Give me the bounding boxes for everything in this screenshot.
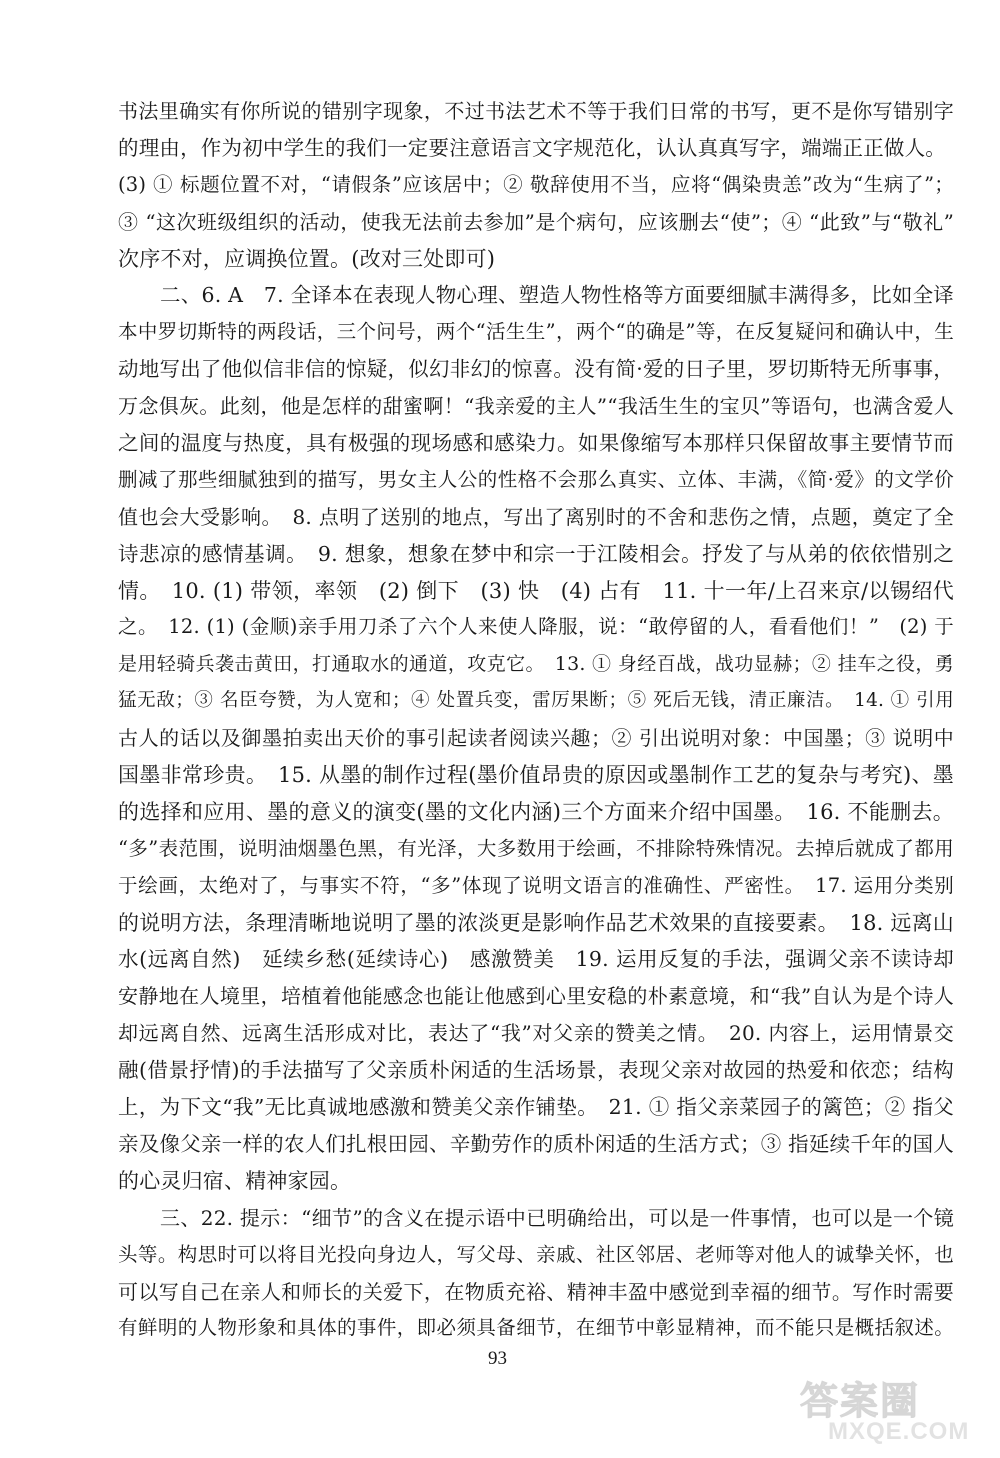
text-line: 诗悲凉的感情基调。 9. 想象，想象在梦中和宗一于江陵相会。抒发了与从弟的依依惜别之 [118, 541, 954, 566]
text-line: 本中罗切斯特的两段话，三个问号，两个“活生生”，两个“的确是”等，在反复疑问和确认中，生 [118, 320, 954, 344]
page-number: 93 [488, 1348, 507, 1369]
text-line: 动地写出了他似信非信的惊疑，似幻非幻的惊喜。没有简·爱的日子里，罗切斯特无所事事， [118, 357, 954, 382]
text-line: 可以写自己在亲人和师长的关爱下，在物质充裕、精神丰盈中感觉到幸福的细节。写作时需要 [118, 1279, 954, 1304]
text-line: 是用轻骑兵袭击黄田，打通取水的通道，攻克它。 13. ① 身经百战，战功显赫；② 挂车之役，勇 [118, 653, 954, 676]
text-line: 头等。构思时可以将目光投向身边人，写父母、亲戚、社区邻居、老师等对他人的诚挚关怀，也 [118, 1242, 954, 1266]
text-line: 古人的话以及御墨拍卖出天价的事引起读者阅读兴趣；② 引出说明对象：中国墨；③ 说明中 [118, 726, 954, 751]
text-line: 于绘画，太绝对了，与事实不符，“多”体现了说明文语言的准确性、严密性。 17. 运用分类别 [118, 873, 954, 897]
answer-text-block [118, 93, 954, 1347]
text-line: 万念俱灰。此刻，他是怎样的甜蜜啊！“我亲爱的主人”“我活生生的宝贝”等语句，也满含爱人 [118, 394, 954, 419]
text-line: 上，为下文“我”无比真诚地感激和赞美父亲作铺垫。 21. ① 指父亲菜园子的篱笆；② 指父 [118, 1095, 954, 1120]
text-line: 融(借景抒情)的手法描写了父亲质朴闲适的生活场景，表现父亲对故园的热爱和依恋；结构 [118, 1058, 954, 1083]
text-line: 国墨非常珍贵。 15. 从墨的制作过程(墨价值昂贵的原因或墨制作工艺的复杂与考究)、墨 [118, 763, 954, 788]
text-line: 值也会大受影响。 8. 点明了送别的地点，写出了离别时的不舍和悲伤之情，点题，奠定了全 [118, 504, 954, 529]
watermark-glyphs: 答案圈 [800, 1379, 921, 1423]
text-line: 的理由，作为初中学生的我们一定要注意语言文字规范化，认认真真写字，端端正正做人。 [118, 135, 946, 160]
text-line: 之间的温度与热度，具有极强的现场感和感染力。如果像缩写本那样只保留故事主要情节而 [118, 431, 954, 456]
text-line: 之。 12. (1) (金顺)亲手用刀杀了六个人来使人降服，说：“敢停留的人，看看他们！” (2) 于 [118, 615, 954, 639]
text-line: 的心灵归宿、精神家园。 [118, 1168, 352, 1193]
text-line: 安静地在人境里，培植着他能感念也能让他感到心里安稳的朴素意境，和“我”自认为是个诗人 [118, 984, 954, 1009]
text-line: 二、6. A 7. 全译本在表现人物心理、塑造人物性格等方面要细腻丰满得多，比如全译 [160, 283, 954, 308]
text-line: (3) ① 标题位置不对，“请假条”应该居中；② 敬辞使用不当，应将“偶染贵恙”改为“生病了”； [118, 172, 954, 196]
text-line: 猛无敌；③ 名臣夸赞，为人宽和；④ 处置兵变，雷厉果断；⑤ 死后无钱，清正廉洁。 14. ① 引用 [118, 690, 954, 712]
text-line: 却远离自然、远离生活形成对比，表达了“我”对父亲的赞美之情。 20. 内容上，运用情景交 [118, 1021, 954, 1046]
text-line: 亲及像父亲一样的农人们扎根田园、辛勤劳作的质朴闲适的生活方式；③ 指延续千年的国人 [118, 1131, 954, 1156]
text-line: 三、22. 提示：“细节”的含义在提示语中已明确给出，可以是一件事情，也可以是一个镜 [160, 1205, 954, 1230]
watermark-logo [794, 1370, 990, 1450]
text-line: “多”表范围，说明油烟墨色黑，有光泽，大多数用于绘画，不排除特殊情况。去掉后就成了都用 [118, 836, 954, 860]
text-line: 删减了那些细腻独到的描写，男女主人公的性格不会那么真实、立体、丰满，《简·爱》的文学价 [118, 467, 954, 491]
text-line: 的选择和应用、墨的意义的演变(墨的文化内涵)三个方面来介绍中国墨。 16. 不能删去。 [118, 799, 954, 824]
text-line: 情。 10. (1) 带领，率领 (2) 倒下 (3) 快 (4) 占有 11. 十一年/上召来京/以锡绍代 [118, 578, 954, 603]
watermark-url: MXQE.COM [828, 1418, 970, 1445]
text-line: 次序不对，应调换位置。(改对三处即可) [118, 246, 496, 271]
text-line: 有鲜明的人物形象和具体的事件，即必须具备细节，在细节中彰显精神，而不能只是概括叙述。 [118, 1316, 954, 1340]
text-line: 水(远离自然) 延续乡愁(延续诗心) 感激赞美 19. 运用反复的手法，强调父亲不读诗却 [118, 947, 954, 972]
text-line: ③ “这次班级组织的活动，使我无法前去参加”是个病句，应该删去“使”；④ “此致”与“敬礼” [118, 209, 954, 234]
text-line: 书法里确实有你所说的错别字现象，不过书法艺术不等于我们日常的书写，更不是你写错别字 [118, 99, 954, 123]
text-line: 的说明方法，条理清晰地说明了墨的浓淡更是影响作品艺术效果的直接要素。 18. 远离山 [118, 910, 954, 935]
